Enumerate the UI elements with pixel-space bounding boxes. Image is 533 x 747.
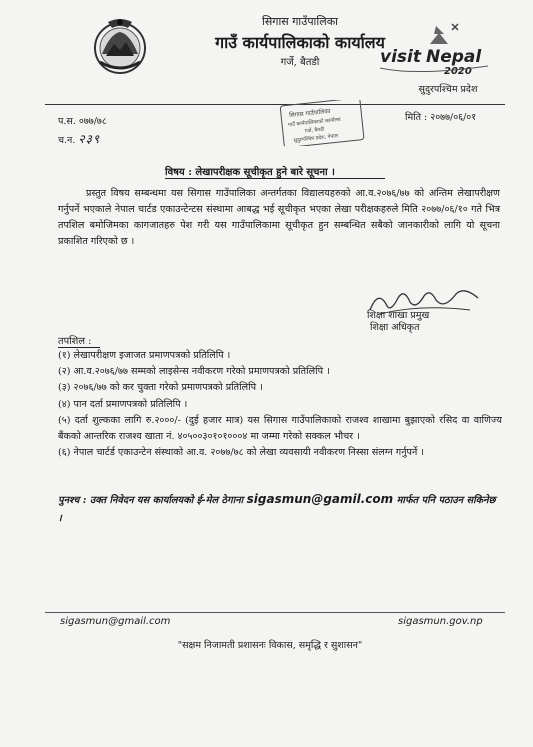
office-title: गाउँ कार्यपालिकाको कार्यालय bbox=[215, 33, 385, 52]
letter-number: प.स. ०७७/७८ bbox=[58, 116, 107, 127]
svg-text:2020: 2020 bbox=[444, 66, 472, 77]
nepal-emblem-icon bbox=[88, 14, 152, 78]
svg-text:सुदुरपश्चिम प्रदेश, नेपाल: सुदुरपश्चिम प्रदेश, नेपाल bbox=[293, 133, 339, 144]
province-name: सुदुरपश्चिम प्रदेश bbox=[418, 84, 478, 95]
svg-text:Nepal: Nepal bbox=[426, 47, 482, 67]
list-item: (३) २०७६/७७ को कर चुक्ता गरेको प्रमाणपत्रको प्रतिलिपि । bbox=[58, 382, 263, 394]
svg-text:गर्जे, बैतडी: गर्जे, बैतडी bbox=[304, 126, 325, 135]
list-item: (२) आ.व.२०७६/७७ सम्मको लाइसेन्स नवीकरण गरेको प्रमाणपत्रको प्रतिलिपि । bbox=[58, 366, 330, 378]
notice-body: प्रस्तुत विषय सम्बन्धमा यस सिगास गाउँपालिका अन्तर्गतका विद्यालयहरुको आ.व.२०७६/७७ को अन्तिम लेखापरीक्षण गर्नुपर्ने भएकाले नेपाल चार्टड एकाउन्टेन्टस संस्थामा आबद्ध भई सूचीकृत भएका लेखा परीक्षकहरुले मिति २०७७/०६/१० गते भित्र तपशिल बमोजिमका कागजातहरु पेश गरी यस गाउँपालिकामा सूचीकृत हुन सम्बन्धित सबैको जानकारीको लागि यो सूचना प्रकाशित गरिएको छ । bbox=[58, 188, 500, 247]
footer-divider bbox=[45, 612, 505, 613]
office-stamp bbox=[270, 100, 366, 146]
svg-text:गाउँ कार्यपालिकाको कार्यालय: गाउँ कार्यपालिकाको कार्यालय bbox=[287, 116, 341, 129]
visit-nepal-logo bbox=[378, 22, 496, 80]
list-item: (५) दर्ता शुल्कका लागि रु.२०००/- (दुई हजार मात्र) यस सिगास गाउँपालिकाको राजश्व शाखामा बुझाएको रसिद वा वाणिज्य बैंकको आन्तरिक राजश्व खाता नं. ४०५००३०१०१०००४ मा जम्मा गरेको सक्कल भौचर । bbox=[58, 414, 502, 443]
tapsil-heading: तपशिल : bbox=[58, 336, 92, 347]
list-item: (४) पान दर्ता प्रमाणपत्रको प्रतिलिपि । bbox=[58, 398, 188, 410]
postscript-prefix: पुनश्च : उक्त निवेदन यस कार्यालयको ई-मेल ठेगाना bbox=[58, 495, 244, 506]
dispatch-number bbox=[58, 130, 100, 147]
footer-website[interactable]: sigasmun.gov.np bbox=[398, 616, 483, 627]
office-name: सिगास गाउँपालिका bbox=[261, 15, 339, 28]
list-item: (१) लेखापरीक्षण इजाजत प्रमाणपत्रको प्रतिलिपि । bbox=[58, 350, 231, 361]
svg-text:सिगास गाउँपालिका: सिगास गाउँपालिका bbox=[288, 107, 331, 120]
footer-motto: "सक्षम निजामती प्रशासनः विकास, समृद्धि र सुशासन" bbox=[177, 640, 363, 651]
footer-email[interactable]: sigasmun@gmail.com bbox=[60, 616, 171, 627]
postscript bbox=[58, 490, 502, 528]
letter-date: मिति : २०७७/०६/०१ bbox=[405, 112, 477, 123]
dispatch-value: २३९ bbox=[78, 132, 101, 146]
postscript-suffix: मार्फत पनि पठाउन सकिनेछ । bbox=[58, 495, 496, 524]
svg-text:visit: visit bbox=[380, 47, 421, 67]
postscript-email[interactable]: sigasmun@gamil.com bbox=[246, 492, 394, 506]
office-place: गर्जे, बैतडी bbox=[280, 57, 320, 68]
list-item: (६) नेपाल चार्टर्ड एकाउन्टेन संस्थाको आ.व. २०७७/७८ को लेखा व्यवसायी नवीकरण निस्सा संलग्न गर्नुपर्ने । bbox=[58, 447, 424, 459]
notice-subject: विषय : लेखापरीक्षक सूचीकृत हुने बारे सूचना । bbox=[165, 167, 335, 178]
signatory-role: शिक्षा अधिकृत bbox=[370, 322, 420, 333]
signatory-title: शिक्षा शाखा प्रमुख bbox=[367, 310, 430, 321]
tapsil-list bbox=[58, 348, 502, 461]
subject-underline bbox=[165, 178, 385, 179]
dispatch-label: च.न. bbox=[58, 135, 76, 146]
